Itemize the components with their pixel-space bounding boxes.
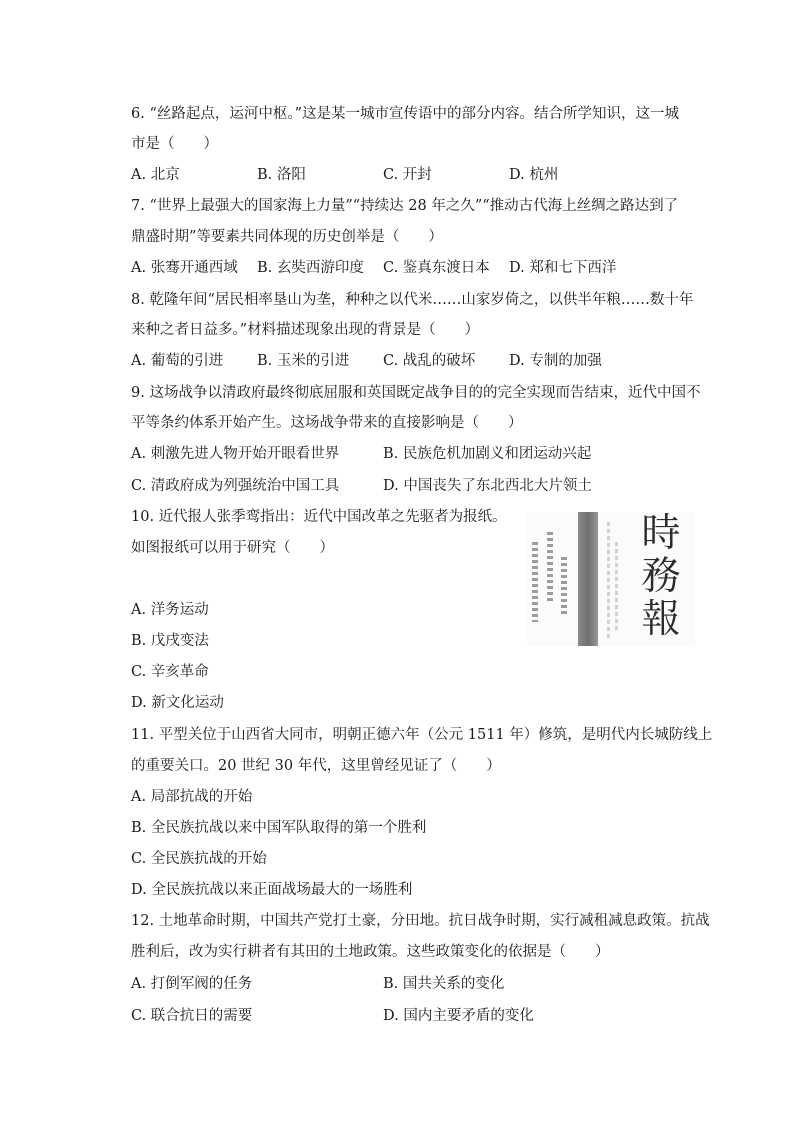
question-8-stem-line-1: 8. 乾隆年间“居民相率垦山为垄，种种之以代米……山家岁倚之，以供半年粮……数十年 [131, 292, 694, 308]
question-8-stem-line-2: 来种之者日益多。”材料描述现象出现的背景是（ ） [131, 322, 480, 338]
question-10-stem-line-2: 如图报纸可以用于研究（ ） [131, 540, 334, 556]
question-11-option-b: B. 全民族抗战以来中国军队取得的第一个胜利 [131, 820, 427, 836]
question-9-stem-line-2: 平等条约体系开始产生。这场战争带来的直接影响是（ ） [131, 415, 523, 431]
newspaper-text-column [532, 542, 538, 622]
question-12-option-b: B. 国共关系的变化 [383, 976, 505, 992]
question-6-option-b: B. 洛阳 [257, 167, 306, 183]
question-11-stem-line-1: 11. 平型关位于山西省大同市，明朝正德六年（公元 1511 年）修筑，是明代内长城防线上 [131, 727, 713, 743]
newspaper-faint-column [615, 542, 618, 632]
newspaper-faint-column [607, 522, 610, 640]
question-10-option-a: A. 洋务运动 [131, 602, 209, 618]
question-7-option-c: C. 鉴真东渡日本 [383, 260, 490, 276]
question-8-option-b: B. 玉米的引进 [257, 353, 350, 369]
newspaper-text-column [561, 557, 567, 617]
question-8-option-a: A. 葡萄的引进 [131, 353, 224, 369]
newspaper-masthead [627, 512, 695, 641]
question-12-option-a: A. 打倒军阀的任务 [131, 976, 253, 992]
question-9-stem-line-1: 9. 这场战争以清政府最终彻底屈服和英国既定战争目的的完全实现而告结束，近代中国不 [131, 385, 701, 401]
question-7-option-a: A. 张骞开通西域 [131, 260, 238, 276]
question-9-option-b: B. 民族危机加剧义和团运动兴起 [383, 446, 592, 462]
question-12-option-c: C. 联合抗日的需要 [131, 1008, 253, 1024]
question-6-stem-line-1: 6. “丝路起点，运河中枢。”这是某一城市宣传语中的部分内容。结合所学知识，这一城 [131, 106, 680, 122]
question-8-option-c: C. 战乱的破坏 [383, 353, 476, 369]
question-6-option-c: C. 开封 [383, 167, 432, 183]
masthead-char-3: 報 [641, 597, 681, 642]
newspaper-text-column [547, 532, 553, 602]
question-11-option-d: D. 全民族抗战以来正面战场最大的一场胜利 [131, 882, 413, 898]
question-11-option-a: A. 局部抗战的开始 [131, 789, 253, 805]
question-7-stem-line-1: 7. “世界上最强大的国家海上力量”“持续达 28 年之久”“推动古代海上丝绸之路达到了 [131, 198, 679, 214]
question-9-option-a: A. 刺激先进人物开始开眼看世界 [131, 446, 340, 462]
newspaper-image [527, 512, 695, 646]
question-6-stem-line-2: 市是（ ） [131, 136, 218, 152]
question-6-option-d: D. 杭州 [509, 167, 559, 183]
newspaper-dark-border [578, 512, 598, 646]
question-7-option-d: D. 郑和七下西洋 [509, 260, 617, 276]
question-10-option-c: C. 辛亥革命 [131, 664, 209, 680]
question-7-stem-line-2: 鼎盛时期”等要素共同体现的历史创举是（ ） [131, 229, 443, 245]
question-10-option-b: B. 戊戌变法 [131, 633, 209, 649]
question-11-option-c: C. 全民族抗战的开始 [131, 851, 267, 867]
question-10-stem-line-1: 10. 近代报人张季鸾指出：近代中国改革之先驱者为报纸。 [131, 509, 507, 525]
question-8-option-d: D. 专制的加强 [509, 353, 602, 369]
question-9-option-d: D. 中国丧失了东北西北大片领土 [383, 478, 592, 494]
question-12-option-d: D. 国内主要矛盾的变化 [383, 1008, 534, 1024]
question-12-stem-line-2: 胜利后，改为实行耕者有其田的土地政策。这些政策变化的依据是（ ） [131, 944, 610, 960]
question-10-option-d: D. 新文化运动 [131, 695, 224, 711]
question-7-option-b: B. 玄奘西游印度 [257, 260, 364, 276]
masthead-char-1: 時 [641, 512, 681, 556]
question-6-option-a: A. 北京 [131, 167, 180, 183]
question-9-option-c: C. 清政府成为列强统治中国工具 [131, 478, 340, 494]
masthead-char-2: 務 [641, 554, 681, 599]
question-12-stem-line-1: 12. 土地革命时期，中国共产党打土豪，分田地。抗日战争时期，实行减租减息政策。抗战 [131, 913, 710, 929]
question-11-stem-line-2: 的重要关口。20 世纪 30 年代，这里曾经见证了（ ） [131, 758, 501, 774]
